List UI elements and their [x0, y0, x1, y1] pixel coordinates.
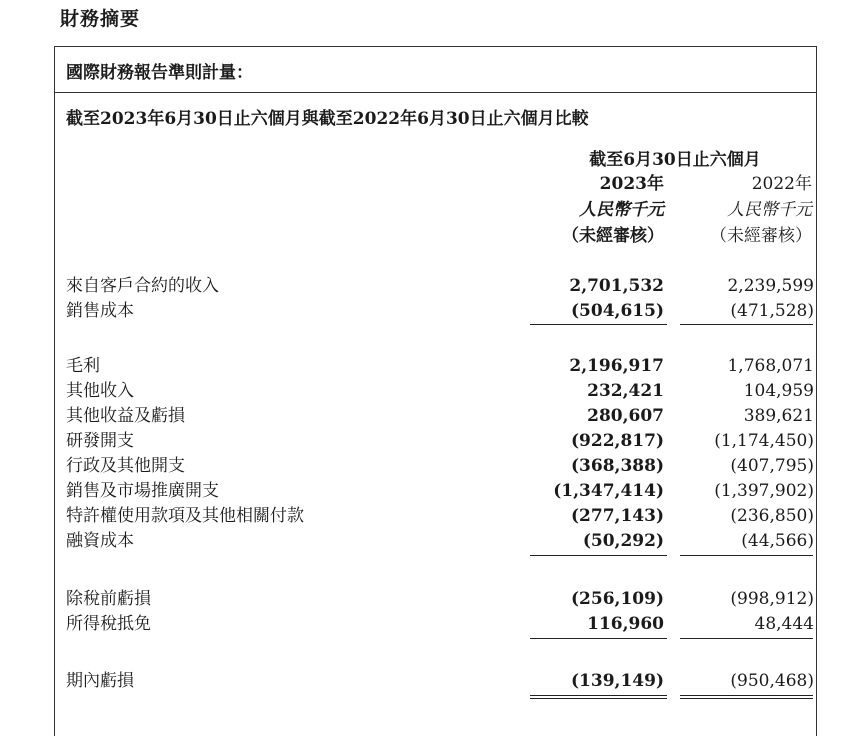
subtotal-rule — [680, 555, 813, 556]
row-label: 其他收入 — [66, 381, 134, 401]
subtotal-rule — [530, 324, 667, 325]
subtotal-rule — [530, 638, 667, 639]
row-value-2022: (1,397,902) — [714, 481, 814, 501]
row-value-2022: 2,239,599 — [727, 276, 814, 296]
measurement-basis: 國際財務報告準則計量： — [66, 63, 253, 83]
row-label: 除稅前虧損 — [66, 589, 151, 609]
row-label: 所得稅抵免 — [66, 614, 151, 634]
row-label: 期內虧損 — [66, 671, 134, 691]
subtotal-rule — [530, 555, 667, 556]
row-value-2023: 232,421 — [587, 381, 664, 401]
row-value-2022: (407,795) — [730, 456, 814, 476]
total-double-rule — [680, 695, 813, 699]
row-value-2023: 2,701,532 — [569, 276, 664, 296]
row-label: 其他收益及虧損 — [66, 406, 185, 426]
row-value-2023: 116,960 — [587, 614, 664, 634]
row-value-2022: (950,468) — [730, 671, 814, 691]
row-label: 特許權使用款項及其他相關付款 — [66, 506, 304, 526]
row-label: 融資成本 — [66, 531, 134, 551]
row-value-2023: (50,292) — [582, 531, 664, 551]
row-value-2022: (998,912) — [730, 589, 814, 609]
column-a-note: （未經審核） — [562, 226, 664, 246]
row-value-2022: 104,959 — [743, 381, 814, 401]
row-value-2023: 2,196,917 — [569, 356, 664, 376]
period-comparison: 截至2023年6月30日止六個月與截至2022年6月30日止六個月比較 — [66, 109, 589, 129]
row-value-2023: (922,817) — [571, 431, 664, 451]
row-value-2022: (471,528) — [730, 301, 814, 321]
column-b-note: （未經審核） — [710, 226, 812, 246]
page-title: 財務摘要 — [60, 8, 141, 30]
subtotal-rule — [680, 638, 813, 639]
row-label: 研發開支 — [66, 431, 134, 451]
row-value-2023: (504,615) — [571, 301, 664, 321]
column-b-year: 2022年 — [751, 174, 812, 194]
row-label: 毛利 — [66, 356, 100, 376]
row-label: 銷售成本 — [66, 301, 134, 321]
frame-divider — [54, 92, 817, 93]
row-label: 來自客戶合約的收入 — [66, 276, 219, 296]
column-group-header: 截至6月30日止六個月 — [589, 150, 761, 170]
row-value-2023: 280,607 — [587, 406, 664, 426]
row-label: 行政及其他開支 — [66, 456, 185, 476]
row-value-2023: (139,149) — [571, 671, 664, 691]
row-value-2022: 48,444 — [754, 614, 814, 634]
total-double-rule — [530, 695, 667, 699]
row-value-2022: (1,174,450) — [714, 431, 814, 451]
row-value-2023: (256,109) — [571, 589, 664, 609]
row-value-2023: (368,388) — [571, 456, 664, 476]
row-value-2023: (1,347,414) — [553, 481, 664, 501]
row-value-2022: (44,566) — [741, 531, 814, 551]
row-value-2023: (277,143) — [571, 506, 664, 526]
row-value-2022: 389,621 — [743, 406, 814, 426]
column-a-unit: 人民幣千元 — [579, 200, 664, 220]
row-label: 銷售及市場推廣開支 — [66, 481, 219, 501]
column-b-unit: 人民幣千元 — [727, 200, 812, 220]
column-a-year: 2023年 — [599, 174, 664, 194]
subtotal-rule — [680, 324, 813, 325]
row-value-2022: (236,850) — [730, 506, 814, 526]
row-value-2022: 1,768,071 — [727, 356, 814, 376]
